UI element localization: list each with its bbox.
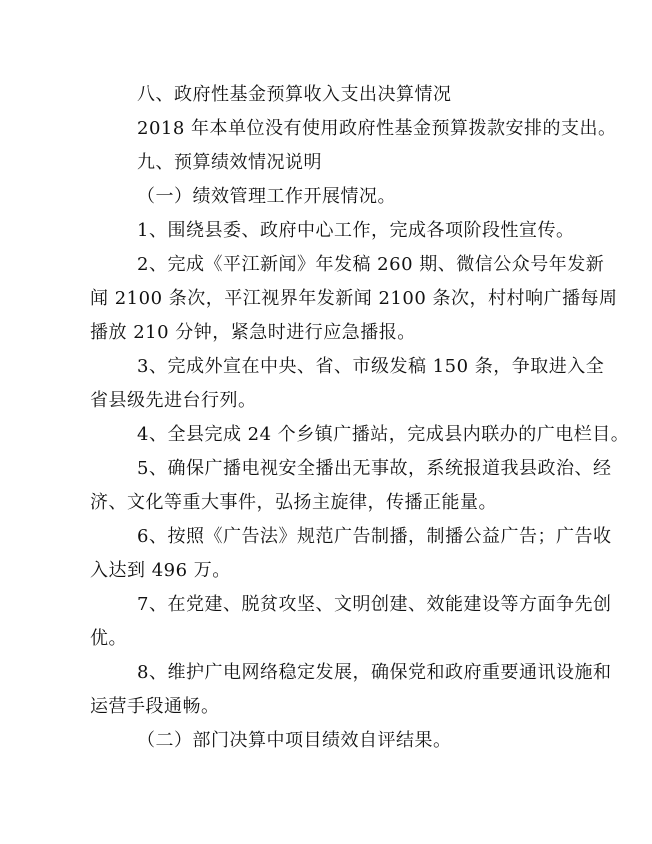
paragraph-2018: 2018 年本单位没有使用政府性基金预算拨款安排的支出。 [137, 118, 617, 139]
item-4: 4、全县完成 24 个乡镇广播站，完成县内联办的广电栏目。 [137, 424, 630, 445]
item-3-line-1: 3、完成外宣在中央、省、市级发稿 150 条，争取进入全 [137, 356, 605, 377]
heading-nine: 九、预算绩效情况说明 [137, 152, 322, 173]
item-3-line-2: 省县级先进台行列。 [90, 390, 257, 411]
item-5-line-2: 济、文化等重大事件，弘扬主旋律，传播正能量。 [90, 492, 497, 513]
item-5-line-1: 5、确保广播电视安全播出无事故，系统报道我县政治、经 [137, 458, 612, 479]
item-1: 1、围绕县委、政府中心工作，完成各项阶段性宣传。 [137, 220, 575, 241]
item-8-line-1: 8、维护广电网络稳定发展，确保党和政府重要通讯设施和 [137, 662, 612, 683]
subheading-one: （一）绩效管理工作开展情况。 [137, 186, 396, 207]
item-6-line-1: 6、按照《广告法》规范广告制播，制播公益广告；广告收 [137, 526, 612, 547]
item-7-line-1: 7、在党建、脱贫攻坚、文明创建、效能建设等方面争先创 [137, 594, 612, 615]
item-2-line-3: 播放 210 分钟，紧急时进行应急播报。 [90, 322, 416, 343]
item-2-line-1: 2、完成《平江新闻》年发稿 260 期、微信公众号年发新 [137, 254, 605, 275]
item-2-line-2: 闻 2100 条次，平江视界年发新闻 2100 条次，村村响广播每周 [90, 288, 618, 309]
heading-eight: 八、政府性基金预算收入支出决算情况 [137, 84, 452, 105]
item-6-line-2: 入达到 496 万。 [90, 560, 231, 581]
item-8-line-2: 运营手段通畅。 [90, 696, 220, 717]
subheading-two: （二）部门决算中项目绩效自评结果。 [137, 730, 452, 751]
item-7-line-2: 优。 [90, 628, 127, 649]
